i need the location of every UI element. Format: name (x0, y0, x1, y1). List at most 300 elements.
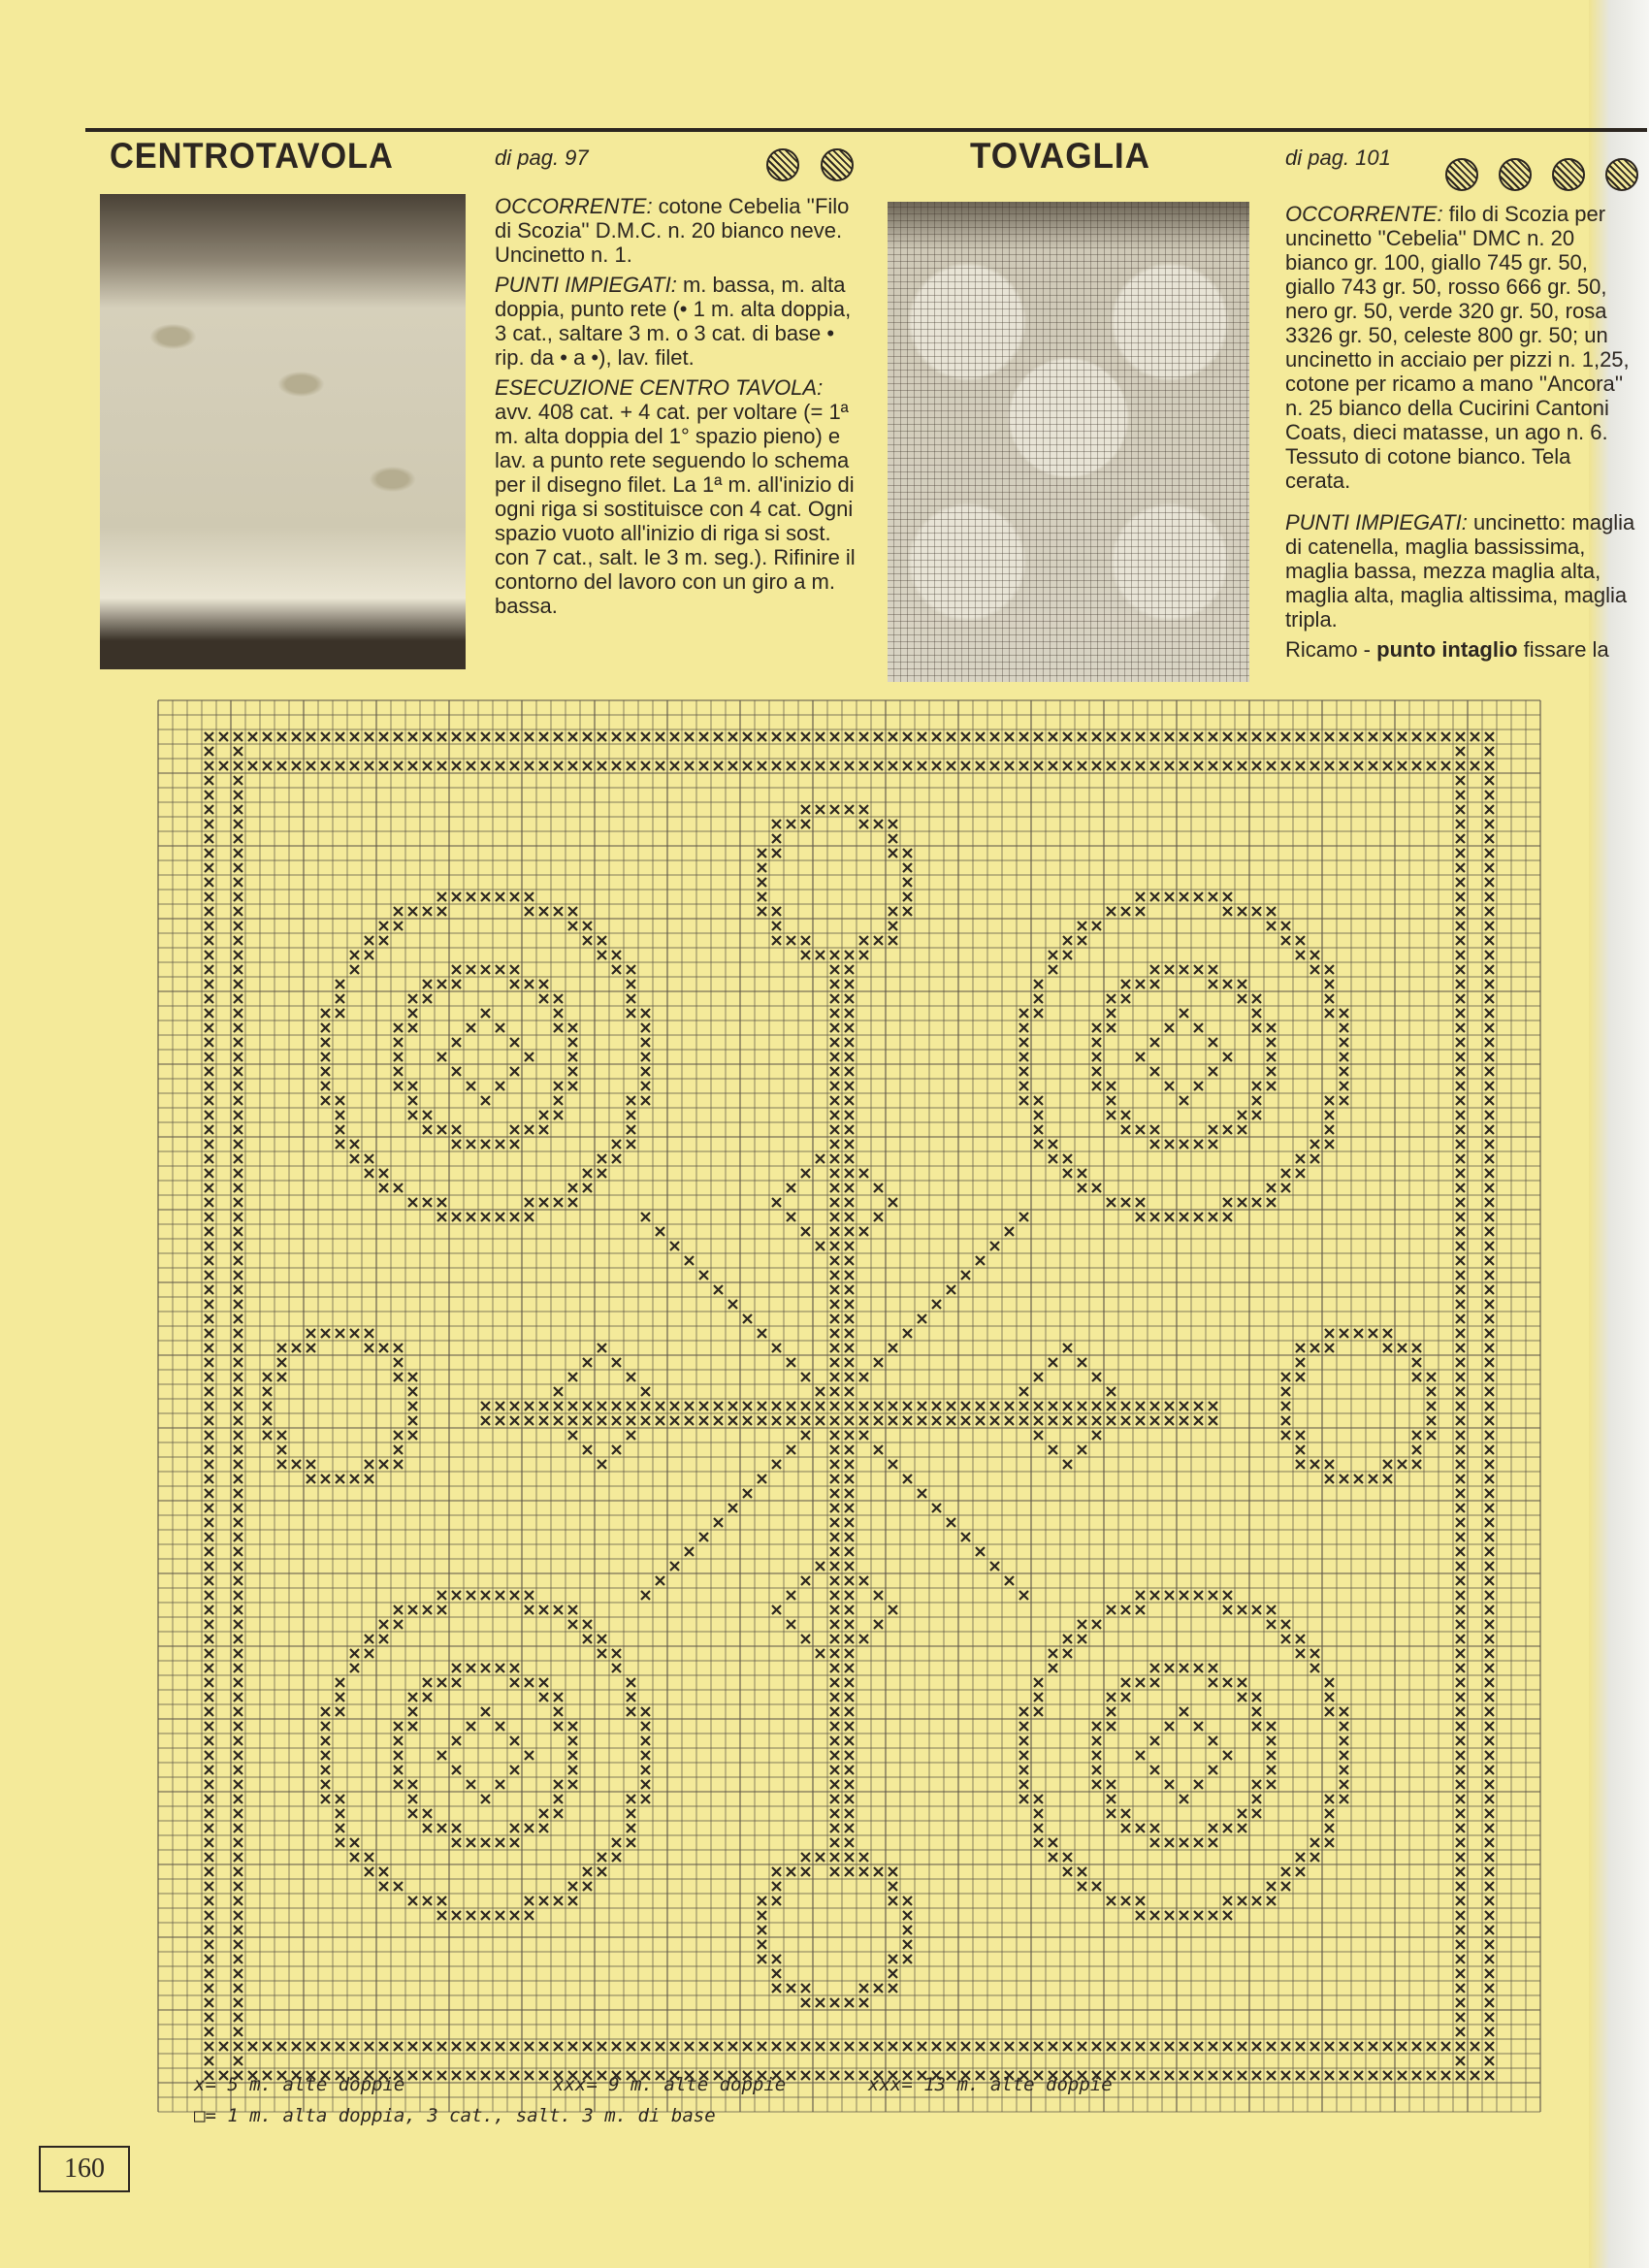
stitch-mark (1194, 1213, 1203, 1221)
stitch-mark (714, 1416, 723, 1425)
stitch-mark (1150, 1664, 1159, 1672)
stitch-mark (379, 1867, 388, 1876)
stitch-mark (889, 1460, 897, 1469)
stitch-mark (1180, 1140, 1188, 1149)
stitch-mark (408, 1023, 417, 1032)
stitch-mark (1456, 1620, 1465, 1629)
stitch-mark (845, 1053, 854, 1061)
stitch-mark (1267, 1722, 1276, 1731)
stitch-mark (568, 1605, 577, 1614)
stitch-mark (1049, 1416, 1057, 1425)
stitch-mark (205, 1445, 213, 1454)
stitch-mark (787, 2071, 795, 2080)
stitch-mark (554, 732, 563, 741)
stitch-mark (539, 2071, 548, 2080)
stitch-mark (1427, 2071, 1436, 2080)
stitch-mark (394, 1751, 403, 1760)
stitch-mark (1456, 965, 1465, 974)
stitch-mark (277, 1373, 286, 1381)
stitch-mark (1165, 1664, 1174, 1672)
stitch-mark (408, 1416, 417, 1425)
stitch-mark (801, 761, 810, 770)
occorrente-label: OCCORRENTE: (1285, 202, 1443, 226)
stitch-mark (772, 936, 781, 945)
stitch-mark (539, 1416, 548, 1425)
stitch-mark (1485, 1213, 1494, 1221)
stitch-mark (1252, 1082, 1261, 1090)
stitch-mark (1325, 1474, 1334, 1483)
stitch-mark (1121, 732, 1130, 741)
stitch-mark (830, 965, 839, 974)
stitch-mark (859, 1635, 868, 1643)
stitch-mark (437, 1896, 446, 1905)
stitch-mark (1325, 1009, 1334, 1018)
stitch-mark (510, 965, 519, 974)
stitch-mark (234, 863, 242, 872)
stitch-mark (758, 907, 766, 916)
stitch-mark (263, 732, 272, 741)
stitch-mark (1485, 1693, 1494, 1701)
stitch-mark (1281, 1882, 1290, 1891)
stitch-mark (408, 1780, 417, 1789)
stitch-mark (1267, 1896, 1276, 1905)
stitch-mark (758, 1926, 766, 1934)
stitch-mark (743, 761, 752, 770)
stitch-mark (321, 1780, 330, 1789)
stitch-mark (627, 1140, 635, 1149)
stitch-mark (918, 761, 926, 770)
stitch-mark (889, 732, 897, 741)
stitch-mark (1136, 1213, 1145, 1221)
stitch-mark (1485, 1183, 1494, 1192)
stitch-mark (1019, 1722, 1028, 1731)
stitch-mark (1456, 1649, 1465, 1658)
stitch-mark (656, 732, 664, 741)
stitch-mark (452, 892, 461, 901)
stitch-mark (437, 1678, 446, 1687)
stitch-mark (234, 834, 242, 843)
stitch-mark (350, 2042, 359, 2051)
stitch-mark (859, 1853, 868, 1862)
stitch-mark (350, 951, 359, 959)
stitch-mark (889, 907, 897, 916)
stitch-mark (350, 732, 359, 741)
stitch-mark (1485, 1314, 1494, 1323)
occorrente-label: OCCORRENTE: (495, 194, 653, 218)
stitch-mark (1456, 1722, 1465, 1731)
stitch-mark (205, 1460, 213, 1469)
stitch-mark (1165, 1591, 1174, 1600)
stitch-mark (1063, 1416, 1072, 1425)
stitch-mark (1180, 1795, 1188, 1803)
stitch-mark (1354, 761, 1363, 770)
stitch-mark (1078, 1358, 1086, 1367)
stitch-mark (1281, 761, 1290, 770)
stitch-mark (1049, 1649, 1057, 1658)
stitch-mark (1238, 1125, 1246, 1134)
stitch-mark (1427, 1416, 1436, 1425)
stitch-mark (1165, 892, 1174, 901)
stitch-mark (496, 1911, 504, 1920)
stitch-mark (961, 2042, 970, 2051)
stitch-mark (627, 1795, 635, 1803)
stitch-mark (1107, 1082, 1116, 1090)
stitch-mark (423, 1678, 432, 1687)
stitch-mark (379, 2042, 388, 2051)
stitch-mark (234, 1053, 242, 1061)
stitch-mark (1267, 1736, 1276, 1745)
stitch-mark (234, 1591, 242, 1600)
stitch-mark (1150, 1213, 1159, 1221)
stitch-mark (437, 1053, 446, 1061)
stitch-mark (758, 761, 766, 770)
stitch-mark (1310, 1140, 1319, 1149)
stitch-mark (1005, 1402, 1014, 1410)
stitch-mark (1252, 1096, 1261, 1105)
stitch-mark (437, 732, 446, 741)
stitch-mark (234, 1780, 242, 1789)
stitch-mark (830, 1824, 839, 1832)
stitch-mark (205, 791, 213, 799)
stitch-mark (1063, 1649, 1072, 1658)
stitch-mark (1456, 1096, 1465, 1105)
stitch-mark (1019, 1416, 1028, 1425)
stitch-mark (903, 1474, 912, 1483)
stitch-mark (772, 1867, 781, 1876)
stitch-mark (234, 791, 242, 799)
stitch-mark (321, 1795, 330, 1803)
stitch-mark (1310, 1460, 1319, 1469)
legend-a: x= 5 m. alte doppie (194, 2074, 405, 2095)
stitch-mark (1049, 965, 1057, 974)
stitch-mark (1485, 1824, 1494, 1832)
stitch-mark (1107, 907, 1116, 916)
stitch-mark (1267, 1053, 1276, 1061)
stitch-mark (568, 1373, 577, 1381)
stitch-mark (394, 1067, 403, 1076)
stitch-mark (1165, 1780, 1174, 1789)
stitch-mark (583, 732, 592, 741)
stitch-mark (1340, 1038, 1348, 1047)
stitch-mark (481, 1416, 490, 1425)
stitch-mark (801, 805, 810, 814)
stitch-mark (205, 878, 213, 887)
stitch-mark (321, 1474, 330, 1483)
stitch-mark (234, 1489, 242, 1498)
stitch-mark (1485, 1867, 1494, 1876)
stitch-mark (1252, 2071, 1261, 2080)
stitch-mark (1063, 1169, 1072, 1178)
stitch-mark (598, 1460, 606, 1469)
stitch-mark (452, 1664, 461, 1672)
stitch-mark (845, 2071, 854, 2080)
stitch-mark (394, 1605, 403, 1614)
stitch-mark (205, 922, 213, 930)
stitch-mark (1485, 936, 1494, 945)
stitch-mark (1456, 980, 1465, 988)
stitch-mark (830, 1591, 839, 1600)
stitch-mark (932, 1504, 941, 1512)
stitch-mark (336, 1678, 344, 1687)
stitch-mark (641, 2042, 650, 2051)
stitch-mark (437, 1605, 446, 1614)
stitch-mark (1180, 1838, 1188, 1847)
stitch-mark (889, 834, 897, 843)
stitch-mark (525, 907, 534, 916)
occorrente-text: filo di Scozia per uncinetto ''Cebelia'' DMC n. 20 bianco gr. 100, giallo 745 gr. 50, giallo 743 gr. 50, rosso 666 gr. 50, nero gr. 50, verde 320 gr. 50, rosa 3326 gr. 50, celeste 800 gr. 50; un uncinetto in acciaio per pizzi n. 1,25, cotone per ricamo a mano ''Ancora'' n. 25 bianco della Cucirini Cantoni Coats, dieci matasse, un ago n. 6. Tessuto di cotone bianco. Tela cerata. (1285, 202, 1630, 493)
stitch-mark (583, 1358, 592, 1367)
stitch-mark (889, 1867, 897, 1876)
stitch-mark (830, 1140, 839, 1149)
stitch-mark (554, 1896, 563, 1905)
stitch-mark (1412, 1431, 1421, 1440)
stitch-mark (437, 980, 446, 988)
stitch-mark (1092, 732, 1101, 741)
stitch-mark (641, 1009, 650, 1018)
stitch-mark (1063, 1460, 1072, 1469)
stitch-mark (801, 1402, 810, 1410)
stitch-mark (947, 1518, 955, 1527)
stitch-mark (1005, 1416, 1014, 1425)
stitch-mark (408, 1009, 417, 1018)
stitch-mark (1456, 1736, 1465, 1745)
stitch-mark (772, 907, 781, 916)
stitch-mark (758, 1896, 766, 1905)
stitch-mark (1456, 878, 1465, 887)
stitch-mark (1340, 1067, 1348, 1076)
stitch-mark (1456, 1300, 1465, 1309)
stitch-mark (379, 922, 388, 930)
stitch-mark (1223, 1678, 1232, 1687)
stitch-mark (205, 1678, 213, 1687)
stitch-mark (1209, 965, 1217, 974)
stitch-mark (1485, 1154, 1494, 1163)
stitch-mark (1019, 1067, 1028, 1076)
stitch-mark (336, 1009, 344, 1018)
stitch-mark (234, 1285, 242, 1294)
stitch-mark (627, 1809, 635, 1818)
stitch-mark (830, 1998, 839, 2007)
stitch-mark (641, 1766, 650, 1774)
stitch-mark (481, 1213, 490, 1221)
stitch-mark (1092, 922, 1101, 930)
stitch-mark (394, 761, 403, 770)
stitch-mark (1369, 2042, 1377, 2051)
stitch-mark (205, 1198, 213, 1207)
stitch-mark (990, 1416, 999, 1425)
stitch-mark (437, 907, 446, 916)
stitch-mark (612, 1416, 621, 1425)
stitch-mark (1456, 1125, 1465, 1134)
stitch-mark (612, 1154, 621, 1163)
stitch-mark (1034, 732, 1043, 741)
stitch-mark (990, 1562, 999, 1571)
stitch-mark (423, 761, 432, 770)
stitch-mark (1034, 994, 1043, 1003)
stitch-mark (1223, 1125, 1232, 1134)
stitch-mark (1049, 732, 1057, 741)
stitch-mark (1281, 2042, 1290, 2051)
stitch-mark (336, 980, 344, 988)
stitch-mark (452, 1591, 461, 1600)
stitch-mark (1209, 1736, 1217, 1745)
stitch-mark (1209, 1416, 1217, 1425)
stitch-mark (234, 1125, 242, 1134)
stitch-mark (845, 1067, 854, 1076)
stitch-mark (859, 1867, 868, 1876)
stitch-mark (845, 1198, 854, 1207)
stitch-mark (1092, 1416, 1101, 1425)
stitch-mark (1485, 1344, 1494, 1352)
stitch-mark (205, 1998, 213, 2007)
stitch-mark (1209, 761, 1217, 770)
stitch-mark (1121, 1693, 1130, 1701)
stitch-mark (1456, 1547, 1465, 1556)
stitch-mark (205, 1664, 213, 1672)
stitch-mark (1485, 1169, 1494, 1178)
stitch-mark (598, 1344, 606, 1352)
stitch-mark (1485, 878, 1494, 887)
stitch-mark (787, 1984, 795, 1993)
stitch-mark (481, 2042, 490, 2051)
stitch-mark (234, 1504, 242, 1512)
stitch-mark (641, 761, 650, 770)
stitch-mark (1412, 2042, 1421, 2051)
stitch-mark (336, 732, 344, 741)
stitch-mark (1034, 980, 1043, 988)
stitch-mark (845, 1809, 854, 1818)
stitch-mark (1107, 1009, 1116, 1018)
stitch-mark (1223, 2042, 1232, 2051)
stitch-mark (1456, 1271, 1465, 1280)
stitch-mark (845, 1242, 854, 1250)
stitch-mark (1456, 1853, 1465, 1862)
stitch-mark (1456, 732, 1465, 741)
stitch-mark (1383, 732, 1392, 741)
stitch-mark (1107, 994, 1116, 1003)
stitch-mark (1267, 1198, 1276, 1207)
stitch-mark (889, 1605, 897, 1614)
stitch-mark (568, 732, 577, 741)
stitch-mark (1456, 776, 1465, 785)
stitch-mark (1078, 1402, 1086, 1410)
stitch-mark (568, 1766, 577, 1774)
stitch-mark (1456, 1474, 1465, 1483)
stitch-mark (1092, 1067, 1101, 1076)
stitch-mark (1209, 1678, 1217, 1687)
stitch-mark (1427, 1431, 1436, 1440)
stitch-mark (1034, 1431, 1043, 1440)
stitch-mark (932, 1300, 941, 1309)
stitch-mark (830, 1780, 839, 1789)
stitch-mark (932, 732, 941, 741)
stitch-mark (641, 1707, 650, 1716)
stitch-mark (554, 1605, 563, 1614)
stitch-mark (830, 1213, 839, 1221)
stitch-mark (554, 907, 563, 916)
stitch-mark (277, 761, 286, 770)
stitch-mark (1456, 1693, 1465, 1701)
stitch-mark (408, 1082, 417, 1090)
stitch-mark (1238, 1693, 1246, 1701)
stitch-mark (568, 1736, 577, 1745)
stitch-mark (845, 1111, 854, 1119)
stitch-mark (1485, 1474, 1494, 1483)
stitch-mark (1441, 2042, 1450, 2051)
stitch-mark (845, 1038, 854, 1047)
stitch-mark (1456, 1882, 1465, 1891)
stitch-mark (234, 922, 242, 930)
stitch-mark (1456, 922, 1465, 930)
stitch-mark (845, 1678, 854, 1687)
stitch-mark (205, 1402, 213, 1410)
stitch-mark (1485, 1402, 1494, 1410)
stitch-mark (568, 2042, 577, 2051)
stitch-mark (598, 1635, 606, 1643)
stitch-mark (1252, 1795, 1261, 1803)
stitch-mark (903, 1955, 912, 1963)
stitch-mark (1485, 1387, 1494, 1396)
stitch-mark (205, 849, 213, 858)
stitch-mark (321, 1766, 330, 1774)
stitch-mark (845, 1416, 854, 1425)
stitch-mark (1310, 1853, 1319, 1862)
stitch-mark (408, 1896, 417, 1905)
stitch-mark (830, 1693, 839, 1701)
stitch-mark (336, 1329, 344, 1338)
stitch-mark (1136, 1402, 1145, 1410)
stitch-mark (976, 2042, 985, 2051)
stitch-mark (452, 1736, 461, 1745)
stitch-mark (947, 1285, 955, 1294)
stitch-mark (205, 732, 213, 741)
stitch-mark (1209, 1038, 1217, 1047)
stitch-mark (787, 936, 795, 945)
stitch-mark (670, 1402, 679, 1410)
stitch-mark (714, 732, 723, 741)
stitch-mark (525, 1213, 534, 1221)
stitch-mark (1107, 1416, 1116, 1425)
stitch-mark (845, 1344, 854, 1352)
stitch-mark (205, 1969, 213, 1978)
stitch-mark (1412, 1445, 1421, 1454)
stitch-mark (1296, 732, 1305, 741)
stitch-mark (918, 732, 926, 741)
stitch-mark (1209, 1125, 1217, 1134)
stitch-mark (1209, 1824, 1217, 1832)
stitch-mark (830, 1416, 839, 1425)
stitch-mark (583, 1882, 592, 1891)
stitch-mark (423, 1125, 432, 1134)
stitch-mark (859, 732, 868, 741)
stitch-mark (1121, 1198, 1130, 1207)
stitch-mark (1180, 1707, 1188, 1716)
stitch-mark (292, 2042, 301, 2051)
stitch-mark (568, 1620, 577, 1629)
stitch-mark (1121, 2071, 1130, 2080)
stitch-mark (612, 1445, 621, 1454)
stitch-mark (423, 2071, 432, 2080)
stitch-mark (1092, 1023, 1101, 1032)
stitch-mark (1485, 1678, 1494, 1687)
stitch-mark (1209, 732, 1217, 741)
stitch-mark (336, 1096, 344, 1105)
stitch-mark (1310, 2042, 1319, 2051)
stitch-mark (1121, 1678, 1130, 1687)
stitch-mark (1485, 1329, 1494, 1338)
stitch-mark (1078, 1183, 1086, 1192)
stitch-mark (685, 1256, 694, 1265)
